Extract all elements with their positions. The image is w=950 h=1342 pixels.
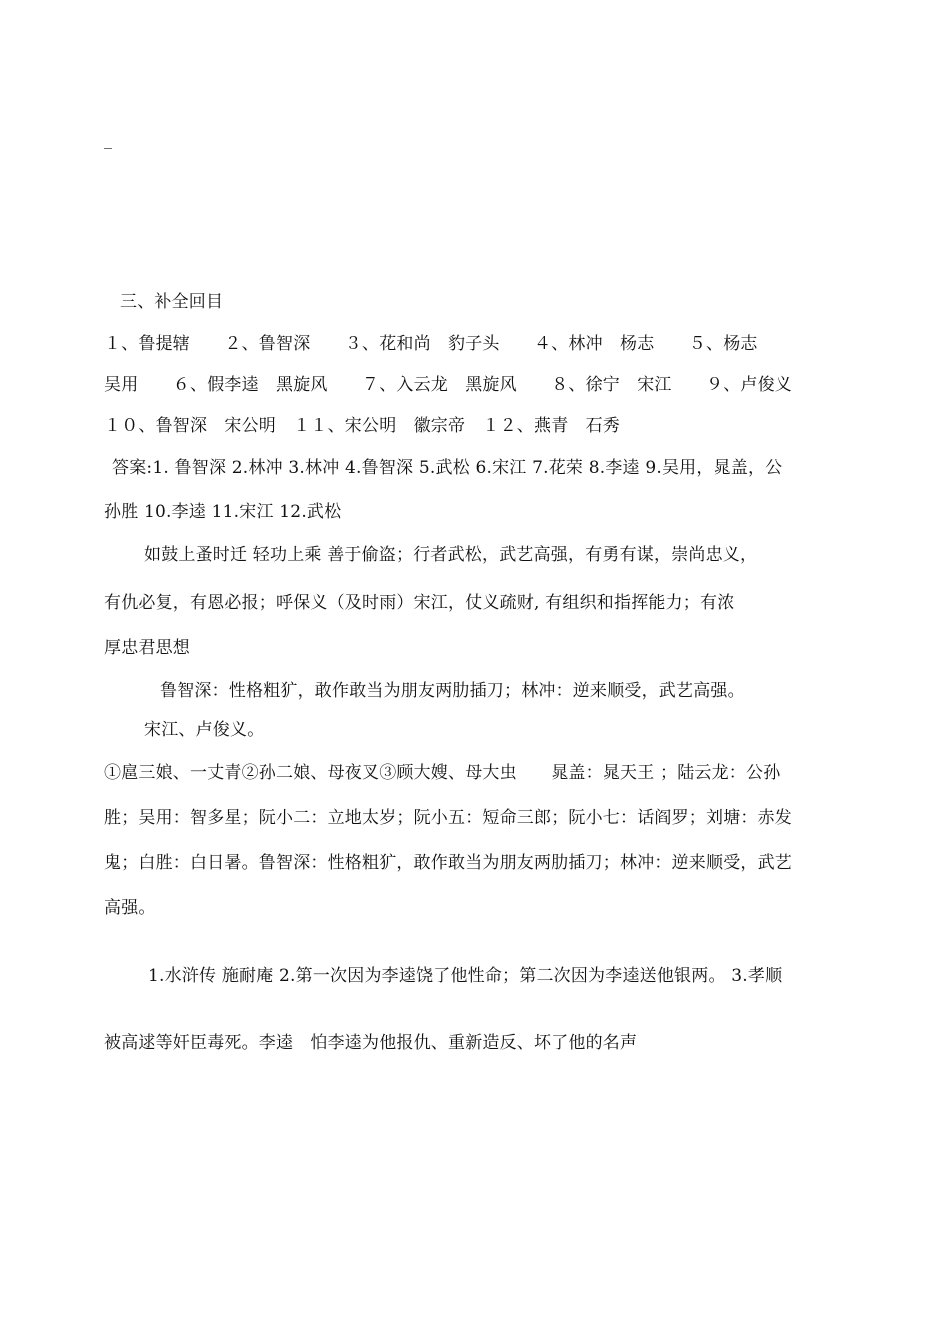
answer-line: 孙胜 10.李逵 11.宋江 12.武松 <box>104 502 342 522</box>
chapter-line: １０、鲁智深 宋公明 １１、宋公明 徽宗帝 １２、燕青 石秀 <box>104 416 620 436</box>
paragraph-line: 胜；吴用：智多星；阮小二：立地太岁；阮小五：短命三郎；阮小七：话阎罗；刘塘：赤发 <box>104 808 792 828</box>
paragraph-line: 有仇必复，有恩必报；呼保义（及时雨）宋江，仗义疏财, 有组织和指挥能力；有浓 <box>104 593 735 613</box>
chapter-line: 吴用 ６、假李逵 黑旋风 ７、入云龙 黑旋风 ８、徐宁 宋江 ９、卢俊义 <box>104 375 792 395</box>
paragraph-line: 鬼；白胜：白日暑。鲁智深：性格粗犷，敢作敢当为朋友两肋插刀；林冲：逆来顺受，武艺 <box>104 853 792 873</box>
paragraph-line: 1.水浒传 施耐庵 2.第一次因为李逵饶了他性命；第二次因为李逵送他银两。 3.孝顺 <box>148 966 783 986</box>
paragraph-line: 被高逑等奸臣毒死。李逵 怕李逵为他报仇、重新造反、坏了他的名声 <box>104 1033 638 1053</box>
answer-line: 答案:1. 鲁智深 2.林冲 3.林冲 4.鲁智深 5.武松 6.宋江 7.花荣 8.李逵 9.吴用，晁盖，公 <box>112 458 783 478</box>
paragraph-line: 宋江、卢俊义。 <box>144 720 265 740</box>
chapter-line: １、鲁提辖 ２、鲁智深 ３、花和尚 豹子头 ４、林冲 杨志 ５、杨志 <box>104 334 758 354</box>
paragraph-line: 高强。 <box>104 898 156 918</box>
paragraph-line: 如鼓上蚤时迁 轻功上乘 善于偷盗；行者武松，武艺高强，有勇有谋，崇尚忠义， <box>144 545 758 565</box>
section-title: 三、补全回目 <box>120 292 224 312</box>
paragraph-line: 厚忠君思想 <box>104 638 190 658</box>
paragraph-line: ①扈三娘、一丈青②孙二娘、母夜叉③顾大嫂、母大虫 晁盖：晁天王 ；陆云龙：公孙 <box>104 763 781 783</box>
paragraph-line: 鲁智深：性格粗犷，敢作敢当为朋友两肋插刀；林冲：逆来顺受，武艺高强。 <box>160 681 745 701</box>
top-dash: _ <box>104 130 112 149</box>
